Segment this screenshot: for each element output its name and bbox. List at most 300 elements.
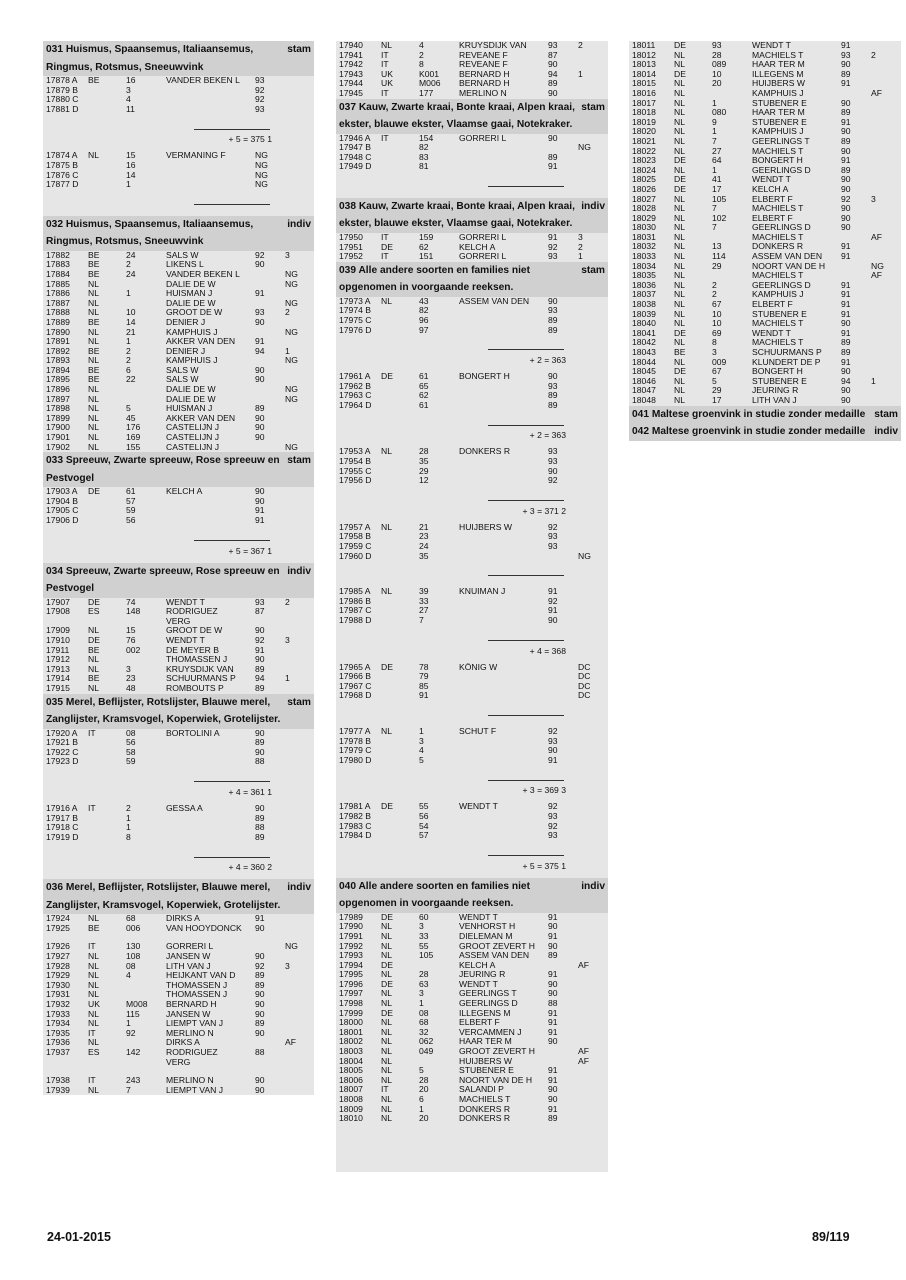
ring-number: 7 — [712, 135, 717, 146]
prize — [871, 204, 893, 214]
prize — [578, 756, 600, 766]
group-total — [46, 123, 311, 145]
score: 89 — [255, 403, 265, 414]
ring-number: 7 — [126, 1084, 131, 1095]
country-code — [88, 506, 126, 516]
category-header — [336, 262, 608, 297]
table-row — [46, 151, 311, 161]
prize — [578, 467, 600, 477]
prize — [578, 306, 600, 316]
prize — [285, 833, 307, 843]
ring-number: 5 — [419, 754, 424, 765]
country-code: NL — [674, 394, 685, 405]
score: 91 — [255, 336, 265, 347]
prize — [578, 999, 600, 1009]
entry-number: 17879 B — [46, 84, 79, 95]
exhibitor-name — [459, 812, 548, 822]
country-code: DE — [381, 801, 393, 812]
score: 89 — [548, 950, 558, 961]
prize — [578, 727, 600, 737]
ring-number: 1 — [126, 812, 131, 823]
prize: AF — [578, 959, 589, 970]
entry-number: 17913 — [46, 663, 70, 674]
score: 91 — [255, 913, 265, 924]
entry-number: 17940 — [339, 40, 363, 50]
table-row — [46, 180, 311, 190]
country-code: IT — [88, 727, 96, 738]
country-code: NL — [674, 270, 685, 281]
exhibitor-name: GORRERI L — [459, 231, 507, 242]
score: 90 — [255, 1075, 265, 1086]
country-code — [381, 391, 419, 401]
prize: NG — [285, 441, 298, 452]
prize — [871, 214, 893, 224]
entry-group — [336, 134, 608, 198]
total-text: + 4 = 360 2 — [228, 862, 272, 873]
country-code: NL — [88, 663, 99, 674]
country-code — [88, 516, 126, 526]
prize — [285, 981, 307, 991]
prize — [578, 297, 600, 307]
ring-number: M008 — [126, 999, 148, 1010]
exhibitor-name: KAMPHUIS J — [166, 355, 218, 366]
prize — [578, 812, 600, 822]
entry-number: 17903 A — [46, 486, 78, 497]
prize — [578, 606, 600, 616]
entry-number: 18009 — [339, 1103, 363, 1114]
country-code — [381, 316, 419, 326]
score: 89 — [841, 107, 851, 118]
entry-group — [336, 587, 608, 662]
prize: NG — [285, 326, 298, 337]
prize — [871, 290, 893, 300]
score: 90 — [548, 465, 558, 476]
category-kind: stam — [581, 264, 605, 276]
entry-number: 17978 B — [339, 735, 372, 746]
category-kind: indiv — [581, 880, 605, 892]
score: 90 — [255, 1008, 265, 1019]
country-code — [381, 597, 419, 607]
country-code: BE — [88, 249, 100, 260]
prize — [285, 404, 307, 414]
spacer — [46, 114, 311, 123]
exhibitor-name — [459, 467, 548, 477]
entry-number: 17923 D — [46, 756, 79, 767]
country-code: NL — [381, 446, 392, 457]
exhibitor-name: BERNARD H — [459, 78, 510, 89]
table-row — [339, 252, 605, 262]
country-code: IT — [88, 1075, 96, 1086]
ring-number: 63 — [419, 978, 429, 989]
entry-number: 18002 — [339, 1036, 363, 1047]
ring-number: 8 — [712, 337, 717, 348]
exhibitor-name: GROOT DE W — [166, 307, 223, 318]
table-row — [339, 616, 605, 626]
country-code — [88, 171, 126, 181]
ring-number: 68 — [419, 1017, 429, 1028]
footer-page-number: 89/119 — [812, 1230, 850, 1244]
score: 88 — [255, 822, 265, 833]
category-section — [336, 41, 608, 99]
score: 90 — [548, 1094, 558, 1104]
spacer — [339, 701, 605, 710]
prize — [285, 171, 307, 181]
country-code — [381, 382, 419, 392]
ring-number: 13 — [712, 241, 722, 252]
table-row — [339, 457, 605, 467]
total-text: + 3 = 369 3 — [522, 785, 566, 796]
prize: NG — [285, 355, 298, 366]
country-code: NL — [674, 97, 685, 108]
ring-number: 35 — [419, 550, 429, 561]
table-row — [339, 542, 605, 552]
exhibitor-name: BERNARD H — [166, 999, 217, 1010]
table-row — [339, 297, 605, 307]
ring-number: 169 — [126, 432, 141, 443]
exhibitor-name: REVEANE F — [459, 59, 508, 70]
ring-number: 96 — [419, 314, 429, 325]
exhibitor-name: HAAR TER M — [459, 1036, 512, 1047]
prize — [578, 326, 600, 336]
country-code: NL — [88, 625, 99, 636]
entry-number: 18029 — [632, 212, 656, 223]
entry-number: 17952 — [339, 251, 363, 262]
score: 90 — [255, 495, 265, 506]
entry-number: 17985 A — [339, 586, 371, 597]
ring-number: 59 — [126, 505, 136, 516]
table-row — [46, 804, 311, 814]
category-header — [336, 99, 608, 134]
entry-number: 17939 — [46, 1084, 70, 1095]
entry-number: 17929 — [46, 970, 70, 981]
score — [841, 262, 871, 272]
country-code — [88, 180, 126, 190]
entry-number: 17894 — [46, 364, 70, 375]
category-section — [336, 198, 608, 262]
prize — [578, 382, 600, 392]
ring-number: 39 — [419, 586, 429, 597]
table-row — [339, 89, 605, 99]
entry-number: 18020 — [632, 126, 656, 137]
total-rule — [488, 500, 564, 501]
ring-number: 82 — [419, 142, 429, 153]
entry-number: 17882 — [46, 249, 70, 260]
exhibitor-name: MACHIELS T — [752, 337, 804, 348]
exhibitor-name: DIRKS A — [166, 913, 200, 924]
entry-number: 18022 — [632, 145, 656, 156]
ring-number: 102 — [712, 212, 727, 223]
ring-number: 10 — [712, 308, 722, 319]
prize — [578, 746, 600, 756]
entry-number: 18047 — [632, 385, 656, 396]
score: 90 — [255, 746, 265, 757]
ring-number: 68 — [126, 913, 136, 924]
category-section — [336, 262, 608, 878]
score: 90 — [255, 802, 265, 813]
exhibitor-name — [166, 497, 255, 507]
prize — [871, 147, 893, 157]
table-row — [46, 76, 311, 86]
ring-number — [126, 1058, 166, 1068]
score: 91 — [548, 911, 558, 922]
country-code: NL — [381, 930, 392, 941]
entry-number: 17900 — [46, 422, 70, 433]
score: 90 — [548, 132, 558, 143]
entry-number: 18048 — [632, 394, 656, 405]
ring-number: 32 — [419, 1026, 429, 1037]
spacer — [339, 841, 605, 850]
country-code: BE — [88, 75, 100, 85]
exhibitor-name: KNUIMAN J — [459, 586, 506, 597]
exhibitor-name — [166, 506, 255, 516]
prize — [578, 372, 600, 382]
spacer — [339, 172, 605, 181]
score: 91 — [841, 40, 851, 50]
category-header — [43, 216, 314, 251]
score: 92 — [841, 193, 851, 204]
entry-number: 17892 — [46, 345, 70, 356]
ring-number: 43 — [419, 295, 429, 306]
exhibitor-name — [459, 552, 548, 562]
ring-number: 15 — [126, 150, 136, 161]
category-title: 034 Spreeuw, Zwarte spreeuw, Rose spreeuw en Pestvogel — [46, 565, 280, 595]
country-code — [381, 326, 419, 336]
exhibitor-name — [166, 161, 255, 171]
ring-number: 049 — [419, 1046, 434, 1057]
category-title: 039 Alle andere soorten en families niet opgenomen in voorgaande reeksen. — [339, 264, 530, 294]
exhibitor-name — [166, 814, 255, 824]
prize — [285, 95, 307, 105]
country-code: NL — [381, 1046, 392, 1057]
ring-number: 12 — [419, 475, 429, 486]
country-code: NL — [381, 940, 392, 951]
ring-number — [126, 385, 166, 395]
score: 90 — [255, 654, 265, 665]
prize: 2 — [285, 307, 290, 318]
table-row — [46, 684, 311, 694]
score: 89 — [548, 399, 558, 410]
entry-number: 17958 B — [339, 531, 372, 542]
exhibitor-name — [459, 306, 548, 316]
prize — [285, 1010, 307, 1020]
category-kind: stam — [287, 44, 311, 55]
score: 91 — [548, 1017, 558, 1028]
score: 90 — [841, 59, 851, 70]
prize — [578, 922, 600, 932]
exhibitor-name: LITH VAN J — [166, 960, 211, 971]
category-title: 042 Maltese groenvink in studie zonder medaille — [632, 426, 866, 438]
score: 90 — [548, 371, 558, 382]
entry-number: 18014 — [632, 68, 656, 79]
exhibitor-name: GORRERI L — [459, 132, 507, 143]
table-row — [46, 924, 311, 934]
prize — [285, 1076, 307, 1086]
ring-number: 148 — [126, 606, 141, 617]
country-code: NL — [674, 337, 685, 348]
ring-number: 20 — [712, 78, 722, 89]
prize: NG — [285, 297, 298, 308]
country-code: ES — [88, 1047, 100, 1057]
total-text: + 3 = 371 2 — [522, 505, 566, 516]
exhibitor-name: LITH VAN J — [752, 394, 797, 405]
exhibitor-name: WENDT T — [752, 40, 791, 50]
country-code: NL — [674, 289, 685, 300]
entry-number: 17905 C — [46, 505, 79, 516]
country-code — [381, 542, 419, 552]
prize — [871, 300, 893, 310]
country-code: IT — [381, 231, 389, 242]
entry-number: 18037 — [632, 289, 656, 300]
prize — [578, 970, 600, 980]
entry-number: 17944 — [339, 78, 363, 89]
prize: NG — [578, 142, 591, 153]
prize — [285, 161, 307, 171]
ring-number: 24 — [126, 249, 136, 260]
country-code — [88, 823, 126, 833]
entry-number: 18027 — [632, 193, 656, 204]
ring-number: 69 — [712, 327, 722, 338]
score: 91 — [841, 155, 851, 166]
table-row — [339, 382, 605, 392]
table-row — [339, 746, 605, 756]
country-code: NL — [381, 1017, 392, 1028]
score: 90 — [548, 1084, 558, 1095]
country-code: NL — [674, 299, 685, 310]
prize — [285, 516, 307, 526]
country-code: NL — [674, 193, 685, 204]
exhibitor-name: AKKER VAN DEN — [166, 336, 236, 347]
prize — [285, 180, 307, 190]
exhibitor-name: NOORT VAN DE H — [459, 1074, 533, 1085]
category-section — [336, 99, 608, 198]
entry-number: 18018 — [632, 107, 656, 118]
entry-number: 17966 B — [339, 671, 372, 682]
country-code: NL — [88, 393, 99, 404]
prize — [578, 1018, 600, 1028]
country-code: NL — [88, 960, 99, 971]
exhibitor-name: GEERLINGS T — [752, 135, 810, 146]
ring-number: 74 — [126, 596, 136, 607]
table-row — [339, 597, 605, 607]
exhibitor-name: DIRKS A — [166, 1037, 200, 1048]
exhibitor-name: GEERLINGS T — [459, 988, 517, 999]
ring-number: 27 — [712, 145, 722, 156]
exhibitor-name — [459, 153, 548, 163]
ring-number: 93 — [712, 40, 722, 50]
exhibitor-name: DONKERS R — [459, 1113, 511, 1124]
entry-number: 17918 C — [46, 822, 79, 833]
spacer — [46, 190, 311, 199]
exhibitor-name: KAMPHUIS J — [752, 126, 804, 137]
category-kind: stam — [287, 455, 311, 467]
entry-number: 18000 — [339, 1017, 363, 1028]
prize — [871, 99, 893, 109]
entry-number: 17931 — [46, 989, 70, 1000]
entry-number: 17901 — [46, 432, 70, 443]
country-code: NL — [381, 1055, 392, 1066]
prize — [578, 51, 600, 61]
category-title: 037 Kauw, Zwarte kraai, Bonte kraai, Alpen kraai, ekster, blauwe ekster, Vlaamse gaai, Notekraker. — [339, 101, 575, 131]
score: 90 — [255, 989, 265, 1000]
entry-number: 17899 — [46, 412, 70, 423]
score: 90 — [548, 940, 558, 951]
exhibitor-name: STUBENER E — [752, 308, 807, 319]
entry-number: 18026 — [632, 183, 656, 194]
score: 90 — [255, 922, 265, 933]
entry-number: 17989 — [339, 911, 363, 922]
prize: NG — [285, 941, 298, 952]
entry-number: 17877 D — [46, 179, 79, 190]
score: 89 — [255, 812, 265, 823]
country-code: NL — [674, 59, 685, 70]
entry-number: 17965 A — [339, 661, 371, 672]
ring-number: 10 — [126, 307, 136, 318]
ring-number: 33 — [419, 595, 429, 606]
ring-number: 81 — [419, 161, 429, 172]
ring-number — [126, 981, 166, 991]
entry-number: 17902 — [46, 441, 70, 452]
prize — [285, 757, 307, 767]
exhibitor-name: THOMASSEN J — [166, 654, 228, 665]
ring-number — [126, 655, 166, 665]
prize — [285, 151, 307, 161]
entry-number: 18028 — [632, 203, 656, 214]
table-row — [46, 1058, 311, 1068]
ring-number: 08 — [419, 1007, 429, 1018]
score: 93 — [548, 305, 558, 316]
total-text: + 5 = 375 1 — [522, 860, 566, 871]
entry-number: 17927 — [46, 951, 70, 962]
entry-number: 17945 — [339, 87, 363, 98]
country-code: NL — [88, 979, 99, 990]
category-header — [43, 694, 314, 729]
score: 91 — [841, 356, 851, 367]
entry-number: 17925 — [46, 922, 70, 933]
score: 90 — [255, 364, 265, 375]
ring-number: 82 — [419, 305, 429, 316]
entry-group — [43, 151, 314, 215]
score: 90 — [841, 212, 851, 223]
score: 93 — [548, 735, 558, 746]
country-code: NL — [674, 279, 685, 290]
entry-number: 18001 — [339, 1026, 363, 1037]
ring-number: 22 — [126, 374, 136, 385]
score: 89 — [548, 390, 558, 401]
ring-number: 4 — [419, 745, 424, 756]
group-total — [339, 495, 605, 517]
ring-number: 67 — [712, 366, 722, 377]
country-code — [381, 682, 419, 692]
exhibitor-name: KAMPHUIS J — [752, 87, 804, 98]
prize — [285, 617, 307, 627]
score: 89 — [548, 78, 558, 89]
entry-group — [336, 663, 608, 727]
score — [548, 691, 578, 701]
score: 91 — [255, 505, 265, 516]
country-code: BE — [88, 374, 100, 385]
entry-number: 18010 — [339, 1113, 363, 1124]
exhibitor-name: MACHIELS T — [752, 145, 804, 156]
category-header — [336, 198, 608, 233]
entry-number: 18008 — [339, 1094, 363, 1104]
country-code: NL — [674, 116, 685, 127]
country-code: NL — [88, 150, 99, 161]
ring-number: 56 — [126, 515, 136, 525]
table-row — [46, 823, 311, 833]
ring-number: 130 — [126, 941, 141, 952]
entry-number: 17984 D — [339, 830, 372, 841]
country-code: NL — [88, 384, 99, 395]
